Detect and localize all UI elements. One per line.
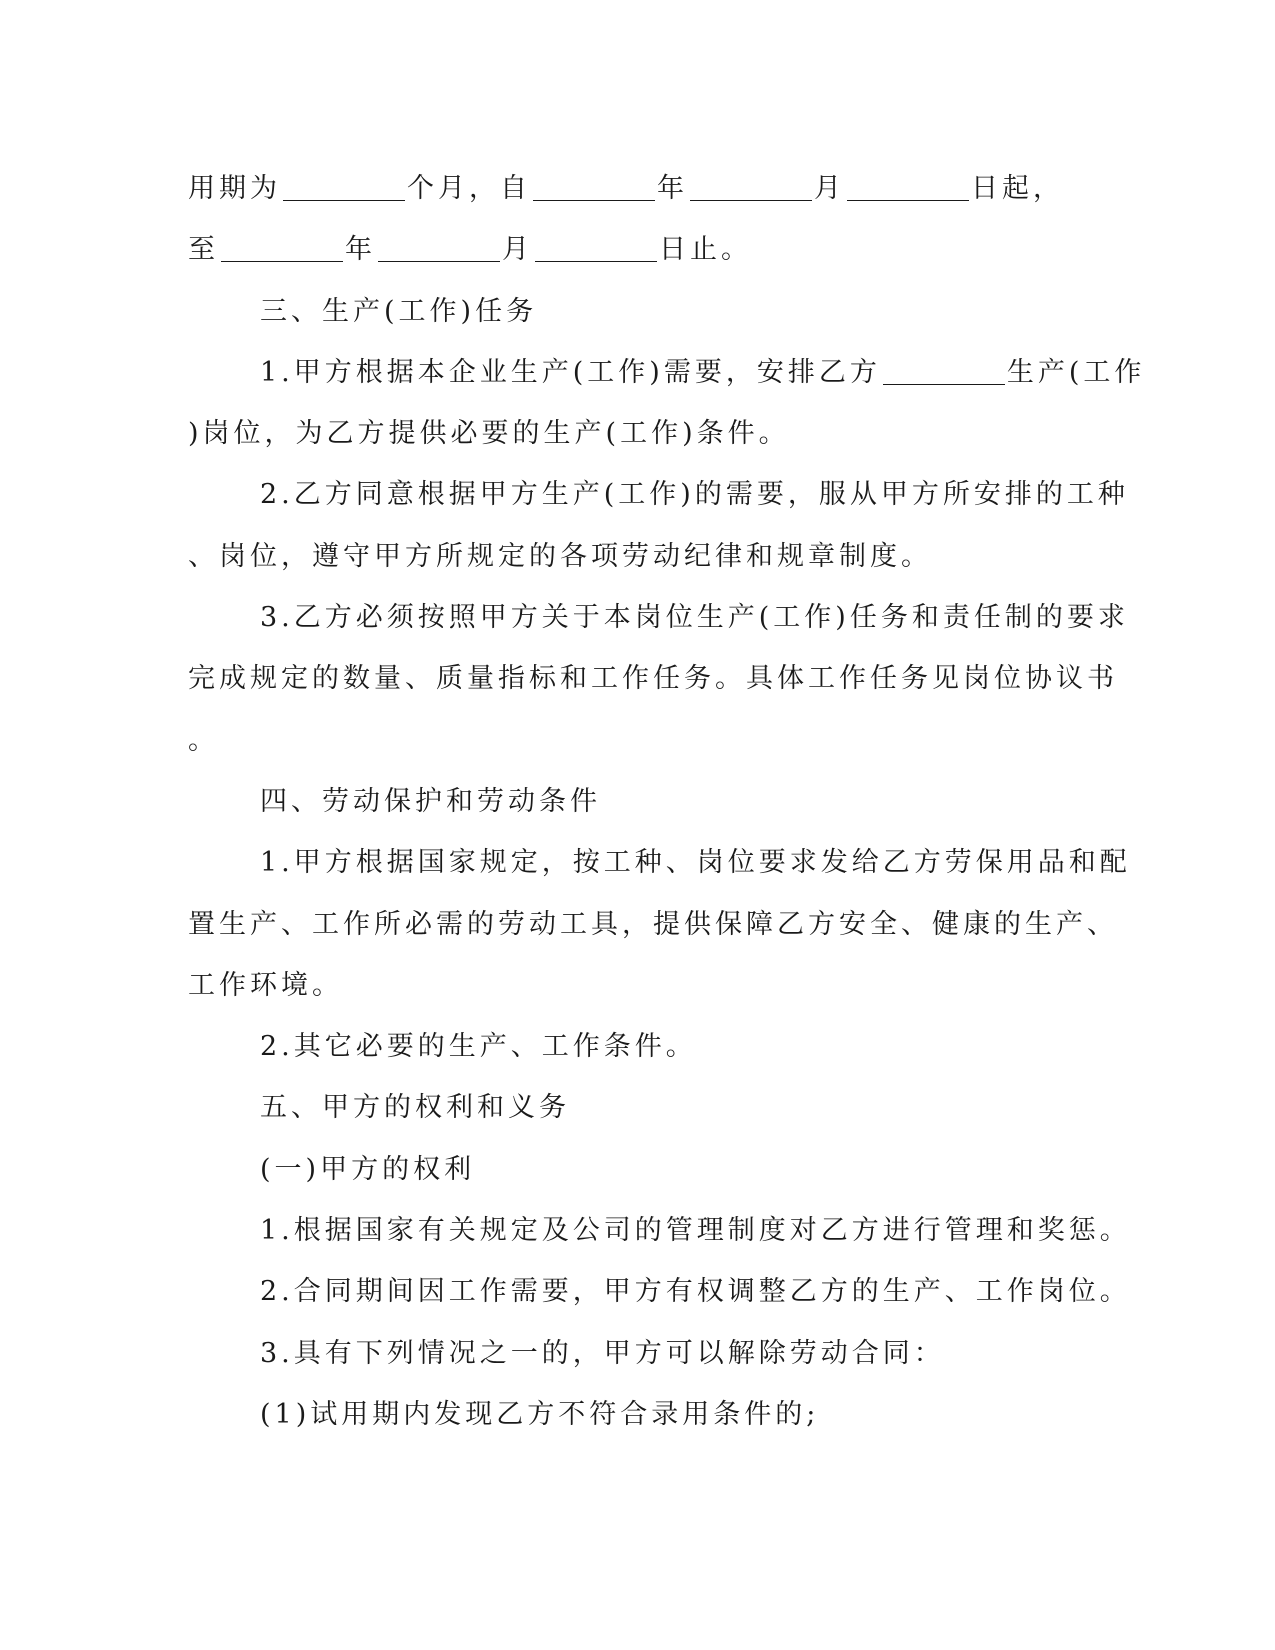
fill-in-blank-position[interactable] <box>883 354 1005 385</box>
paragraph-line: 3.乙方必须按照甲方关于本岗位生产(工作)任务和责任制的要求 <box>260 602 1129 634</box>
text-segment: 生产(工作 <box>1006 356 1146 388</box>
text-segment: 1.甲方根据本企业生产(工作)需要，安排乙方 <box>260 356 881 388</box>
paragraph-line: (1)试用期内发现乙方不符合录用条件的; <box>260 1398 820 1430</box>
text-segment: 至 <box>188 234 219 266</box>
subsection-heading: (一)甲方的权利 <box>260 1153 476 1185</box>
paragraph-line: 3.具有下列情况之一的，甲方可以解除劳动合同： <box>260 1337 945 1369</box>
fill-in-blank-end-day[interactable] <box>535 231 657 262</box>
fill-in-blank-start-year[interactable] <box>533 170 655 201</box>
section-heading-5: 五、甲方的权利和义务 <box>260 1092 570 1124</box>
text-segment: 年 <box>345 234 376 266</box>
paragraph-line: 2.其它必要的生产、工作条件。 <box>260 1031 697 1063</box>
paragraph-line <box>188 219 1078 280</box>
text-segment: 用期为 <box>188 173 281 204</box>
fill-in-blank-end-month[interactable] <box>378 231 500 262</box>
text-segment: 月 <box>814 173 845 204</box>
text-segment: 个月，自 <box>407 173 531 204</box>
fill-in-blank-end-year[interactable] <box>221 231 343 262</box>
paragraph-line: 。 <box>188 724 219 756</box>
text-segment: 日止。 <box>659 234 752 266</box>
paragraph-line <box>188 342 1146 403</box>
text-segment: 日起， <box>971 173 1064 204</box>
paragraph-line: )岗位，为乙方提供必要的生产(工作)条件。 <box>188 418 790 450</box>
text-segment: 月 <box>502 234 533 266</box>
paragraph-line: 1.甲方根据国家规定，按工种、岗位要求发给乙方劳保用品和配 <box>260 847 1131 879</box>
paragraph-line: 工作环境。 <box>188 969 343 1001</box>
fill-in-blank-months[interactable] <box>283 170 405 201</box>
text-segment: 年 <box>657 173 688 204</box>
section-heading-4: 四、劳动保护和劳动条件 <box>260 785 601 817</box>
paragraph-line: 置生产、工作所必需的劳动工具，提供保障乙方安全、健康的生产、 <box>188 908 1118 940</box>
fill-in-blank-start-day[interactable] <box>847 170 969 201</box>
paragraph-line: 2.乙方同意根据甲方生产(工作)的需要，服从甲方所安排的工种 <box>260 479 1129 511</box>
fill-in-blank-start-month[interactable] <box>690 170 812 201</box>
paragraph-line: 1.根据国家有关规定及公司的管理制度对乙方进行管理和奖惩。 <box>260 1215 1131 1247</box>
paragraph-line <box>188 158 1078 219</box>
paragraph-line: 、岗位，遵守甲方所规定的各项劳动纪律和规章制度。 <box>188 540 932 572</box>
document-body <box>188 158 1146 1445</box>
section-heading-3: 三、生产(工作)任务 <box>260 295 538 327</box>
paragraph-line: 2.合同期间因工作需要，甲方有权调整乙方的生产、工作岗位。 <box>260 1276 1131 1308</box>
paragraph-line: 完成规定的数量、质量指标和工作任务。具体工作任务见岗位协议书 <box>188 663 1118 695</box>
